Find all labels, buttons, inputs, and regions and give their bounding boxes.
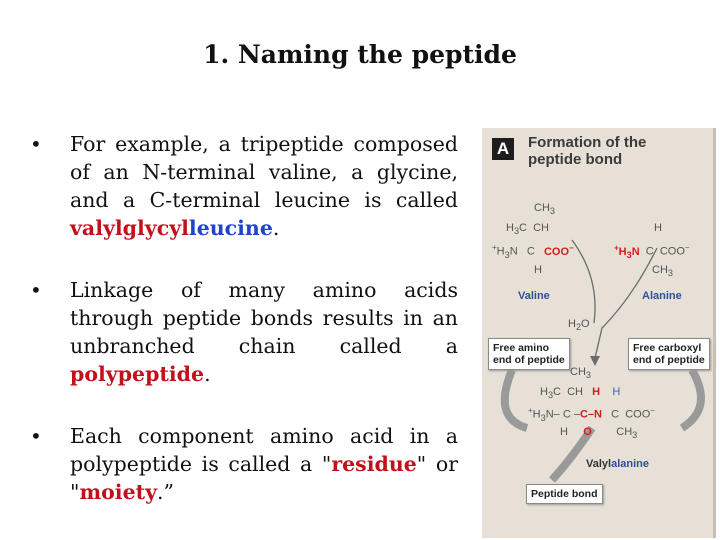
bullet-item (30, 276, 458, 388)
figure-title: Formation of the peptide bond (528, 134, 647, 168)
water-label: $H_2O$ (568, 318, 590, 333)
dipeptide-top-row: $H_3C$ CH H H (540, 386, 621, 401)
bullet-text: Linkage of many amino acids through peptide bonds results in an unbranched chain called a (70, 278, 458, 358)
reaction-arrow (572, 240, 595, 323)
highlight-term: residue (331, 452, 417, 476)
callout-arrow (505, 370, 527, 428)
valine-label: Valine (518, 290, 550, 302)
free-amino-callout: Free amino end of peptide (488, 338, 570, 370)
bullet-text: For example, a tripeptide composed of an N-terminal valine, a glycine, and a C-terminal leucine is called (70, 132, 458, 212)
bullet-text: Each component amino acid in a polypeptide is called a " (70, 424, 458, 476)
free-carboxyl-callout: Free carboxyl end of peptide (628, 338, 710, 370)
valine-backbone: $^+H_3N$ C COO− (492, 243, 574, 260)
bullet-text: .” (157, 480, 175, 504)
reaction-arrows (482, 128, 716, 538)
alanine-ch3: $CH_3$ (652, 264, 673, 279)
peptide-bond-figure (482, 128, 716, 538)
callout-arrow (682, 370, 701, 428)
page-title: 1. Naming the peptide (203, 40, 517, 69)
highlight-term: valylglycyl (70, 216, 189, 240)
highlight-term: leucine (188, 216, 273, 240)
bullet-item (30, 130, 458, 242)
dipeptide-ch3: $CH_3$ (570, 366, 591, 381)
alanine-backbone: $^+H_3N$ C COO− (614, 243, 690, 260)
bullet-text: . (272, 216, 280, 240)
dipeptide-backbone: $^+H_3N-$ C –C–N C COO− (528, 406, 655, 423)
bullet-list (30, 130, 458, 540)
arrow-head (590, 356, 600, 366)
valine-ch3: $CH_3$ (534, 202, 555, 217)
bullet-text: . (204, 362, 211, 386)
alanine-h: H (654, 222, 662, 234)
valine-h: H (534, 264, 542, 276)
alanine-label: Alanine (642, 290, 682, 302)
peptide-bond-callout: Peptide bond (526, 484, 603, 504)
product-label: Valylalanine (586, 458, 649, 470)
bullet-item (30, 422, 458, 506)
figure-badge: A (492, 138, 514, 160)
valine-h3c-ch: $H_3C$ CH (506, 222, 549, 237)
bullet-text: " or " (70, 452, 458, 504)
highlight-term: moiety (79, 480, 158, 504)
dipeptide-bottom-row: H O $CH_3$ (560, 426, 638, 441)
highlight-term: polypeptide (70, 362, 205, 386)
